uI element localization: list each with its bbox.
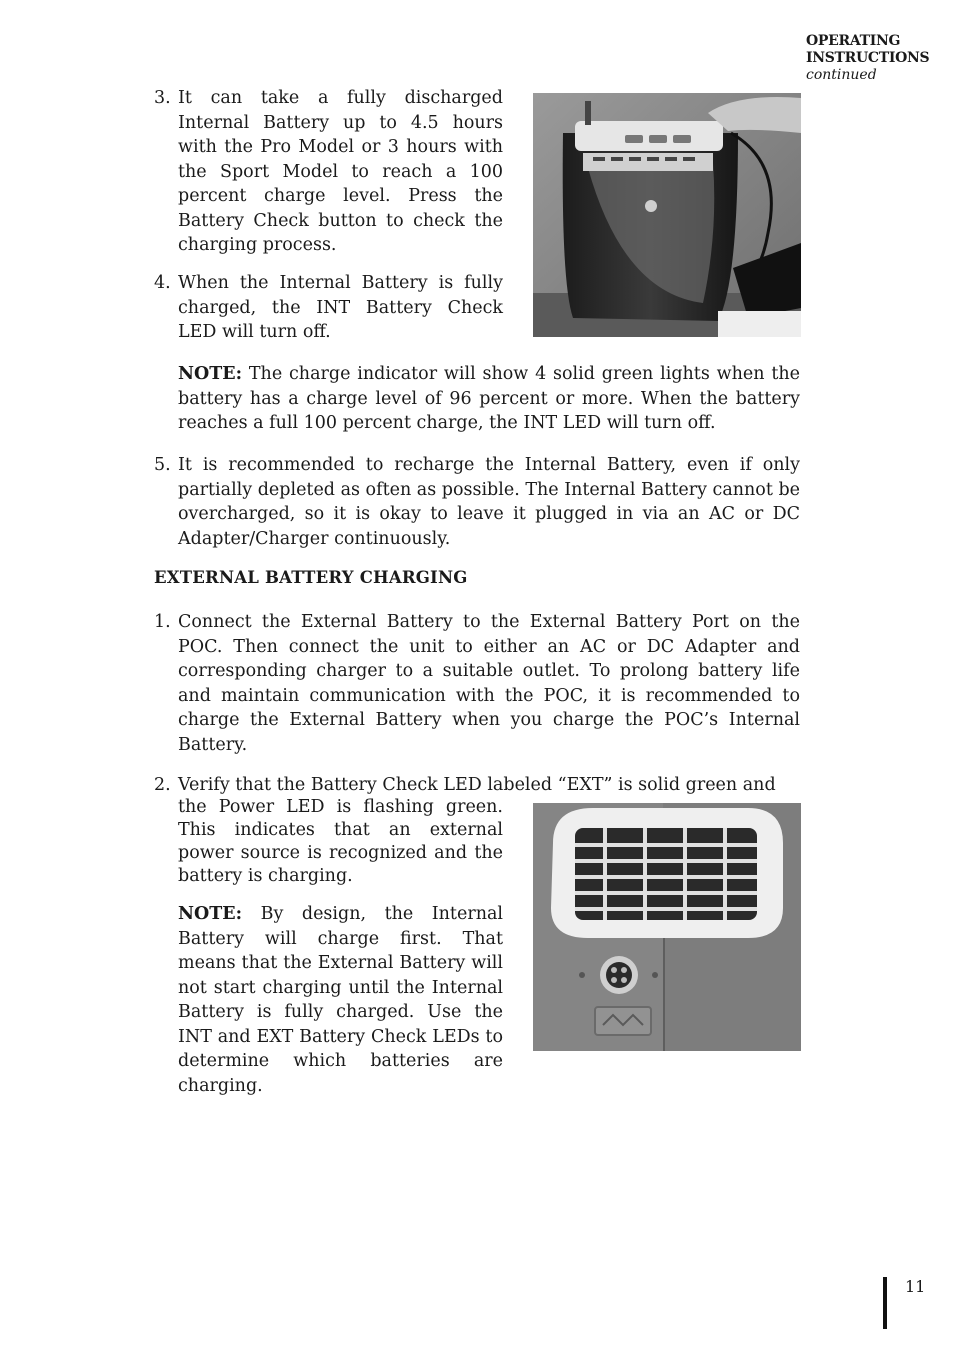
concentrator-illustration xyxy=(533,93,801,337)
header-line-2: INSTRUCTIONS xyxy=(806,50,930,66)
battery-port-illustration xyxy=(533,803,801,1051)
note-2 xyxy=(178,902,503,1098)
note-2-label: NOTE: xyxy=(178,904,243,924)
item-3-text: It can take a fully discharged Internal Battery up to 4.5 hours with the Pro Model or 3 hours with the Sport Model to reach a 100 percent charge level. Press the Battery Check button to check the charging process. xyxy=(178,88,503,255)
note-1-text: The charge indicator will show 4 solid green lights when the battery has a charge level of 96 percent or more. When the battery reaches a full 100 percent charge, the INT LED will turn off. xyxy=(178,364,800,433)
note-1-label: NOTE: xyxy=(178,364,243,384)
concentrator-photo xyxy=(533,93,801,337)
ext-item-2-number: 2. xyxy=(154,775,171,795)
page-number-bar xyxy=(883,1277,887,1329)
section-heading: EXTERNAL BATTERY CHARGING xyxy=(154,568,468,587)
battery-port-photo xyxy=(533,803,801,1051)
header-line-3: continued xyxy=(806,67,877,83)
page-number: 11 xyxy=(905,1277,926,1296)
running-header xyxy=(806,33,929,84)
ext-item-2-line-1: Verify that the Battery Check LED labeled “EXT” is solid green and xyxy=(178,775,776,795)
item-4-text: When the Internal Battery is fully charged, the INT Battery Check LED will turn off. xyxy=(178,273,503,342)
ext-item-1-number: 1. xyxy=(154,612,171,632)
item-4-number: 4. xyxy=(154,273,171,293)
note-1 xyxy=(178,362,800,436)
header-line-1: OPERATING xyxy=(806,33,901,49)
item-3-number: 3. xyxy=(154,88,171,108)
item-5-text: It is recommended to recharge the Internal Battery, even if only partially depleted as often as possible. The Internal Battery cannot be overcharged, so it is okay to leave it plugged in via an AC or DC Adapter/Charger continuously. xyxy=(178,455,801,549)
item-5-number: 5. xyxy=(154,455,171,475)
ext-item-2-text: the Power LED is flashing green. This indicates that an external power source is recognized and the battery is charging. xyxy=(178,797,503,886)
ext-item-1-text: Connect the External Battery to the External Battery Port on the POC. Then connect the unit to either an AC or DC Adapter and corresponding charger to a suitable outlet. To prolong battery life and maintain communication with the POC, it is recommended to charge the External Battery when you charge the POC’s Internal Battery. xyxy=(178,612,800,755)
note-2-text: By design, the Internal Battery will charge first. That means that the External Battery will not start charging until the Internal Battery is fully charged. Use the INT and EXT Battery Check LEDs to determine which batteries are charging. xyxy=(178,904,503,1096)
